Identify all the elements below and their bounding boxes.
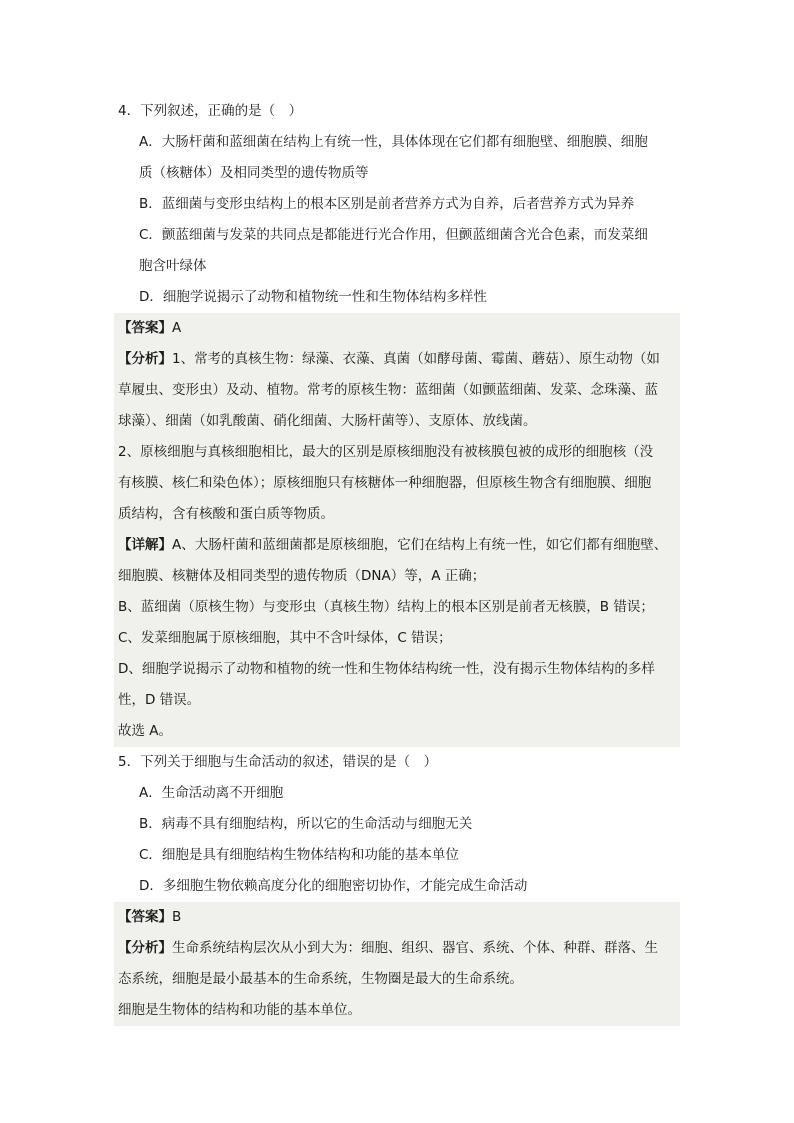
- q5-analysis-line2: 态系统，细胞是最小最基本的生命系统，生物圈是最大的生命系统。: [118, 971, 523, 987]
- q5-answer: [118, 902, 680, 933]
- q4-answer: [118, 313, 680, 344]
- analysis-label: 【分析】: [118, 351, 172, 367]
- q4-analysis-line4: 2、原核细胞与真核细胞相比，最大的区别是原核细胞没有被核膜包被的成形的细胞核（没: [118, 444, 654, 460]
- q4-analysis-line1: [118, 344, 680, 375]
- q5-option-b: B．病毒不具有细胞结构，所以它的生命活动与细胞无关: [139, 816, 473, 832]
- q5-analysis-line3: 细胞是生物体的结构和功能的基本单位。: [118, 1002, 361, 1018]
- q5-analysis-line1: [118, 933, 680, 964]
- analysis-text: 1、常考的真核生物：绿藻、衣藻、真菌（如酵母菌、霉菌、蘑菇）、原生动物（如: [172, 351, 660, 367]
- q4-analysis-line6: 质结构，含有核酸和蛋白质等物质。: [118, 506, 334, 522]
- q4-detail-line3: B、蓝细菌（原核生物）与变形虫（真核生物）结构上的根本区别是前者无核膜，B 错误；: [118, 599, 654, 615]
- q4-option-c-line1: C．颤蓝细菌与发菜的共同点是都能进行光合作用，但颤蓝细菌含光合色素，而发菜细: [139, 227, 648, 243]
- q4-detail-line6: 性，D 错误。: [118, 692, 201, 708]
- analysis-text: 生命系统结构层次从小到大为：细胞、组织、器官、系统、个体、种群、群落、生: [172, 940, 658, 956]
- q4-analysis-line2: 草履虫、变形虫）及动、植物。常考的原核生物：蓝细菌（如颤蓝细菌、发菜、念珠藻、蓝: [118, 382, 658, 398]
- q5-option-a: A．生命活动离不开细胞: [139, 785, 284, 801]
- question-4-stem: 4．下列叙述，正确的是（ ）: [118, 103, 303, 119]
- q4-option-a-line1: A．大肠杆菌和蓝细菌在结构上有统一性，具体体现在它们都有细胞壁、细胞膜、细胞: [139, 134, 648, 150]
- q4-option-b: B．蓝细菌与变形虫结构上的根本区别是前者营养方式为自养，后者营养方式为异养: [139, 196, 635, 212]
- q5-solution-block: [114, 902, 680, 1026]
- detail-text: A、大肠杆菌和蓝细菌都是原核细胞，它们在结构上有统一性，如它们都有细胞壁、: [172, 537, 668, 553]
- q4-detail-line7: 故选 A。: [118, 723, 173, 739]
- q4-analysis-line5: 有核膜、核仁和染色体）；原核细胞只有核糖体一种细胞器，但原核生物含有细胞膜、细胞: [118, 475, 652, 491]
- document-page: [118, 96, 676, 1026]
- analysis-label: 【分析】: [118, 940, 172, 956]
- q4-detail-line1: [118, 530, 680, 561]
- q4-solution-block: [114, 313, 680, 747]
- answer-label: 【答案】: [118, 909, 172, 925]
- q5-option-d: D．多细胞生物依赖高度分化的细胞密切协作，才能完成生命活动: [139, 878, 528, 894]
- q4-detail-line5: D、细胞学说揭示了动物和植物的统一性和生物体结构统一性，没有揭示生物体结构的多样: [118, 661, 655, 677]
- q4-option-a-line2: 质（核糖体）及相同类型的遗传物质等: [139, 165, 369, 181]
- q4-detail-line4: C、发菜细胞属于原核细胞，其中不含叶绿体，C 错误；: [118, 630, 452, 646]
- answer-value: B: [172, 909, 182, 925]
- q4-option-d: D．细胞学说揭示了动物和植物统一性和生物体结构多样性: [139, 289, 487, 305]
- detail-label: 【详解】: [118, 537, 172, 553]
- question-5-stem: 5．下列关于细胞与生命活动的叙述，错误的是（ ）: [118, 754, 438, 770]
- q5-option-c: C．细胞是具有细胞结构生物体结构和功能的基本单位: [139, 847, 459, 863]
- q4-option-c-line2: 胞含叶绿体: [139, 258, 207, 274]
- q4-analysis-line3: 球藻）、细菌（如乳酸菌、硝化细菌、大肠杆菌等）、支原体、放线菌。: [118, 413, 537, 429]
- answer-label: 【答案】: [118, 320, 172, 336]
- answer-value: A: [172, 320, 182, 336]
- q4-detail-line2: 细胞膜、核糖体及相同类型的遗传物质（DNA）等，A 正确；: [118, 568, 486, 584]
